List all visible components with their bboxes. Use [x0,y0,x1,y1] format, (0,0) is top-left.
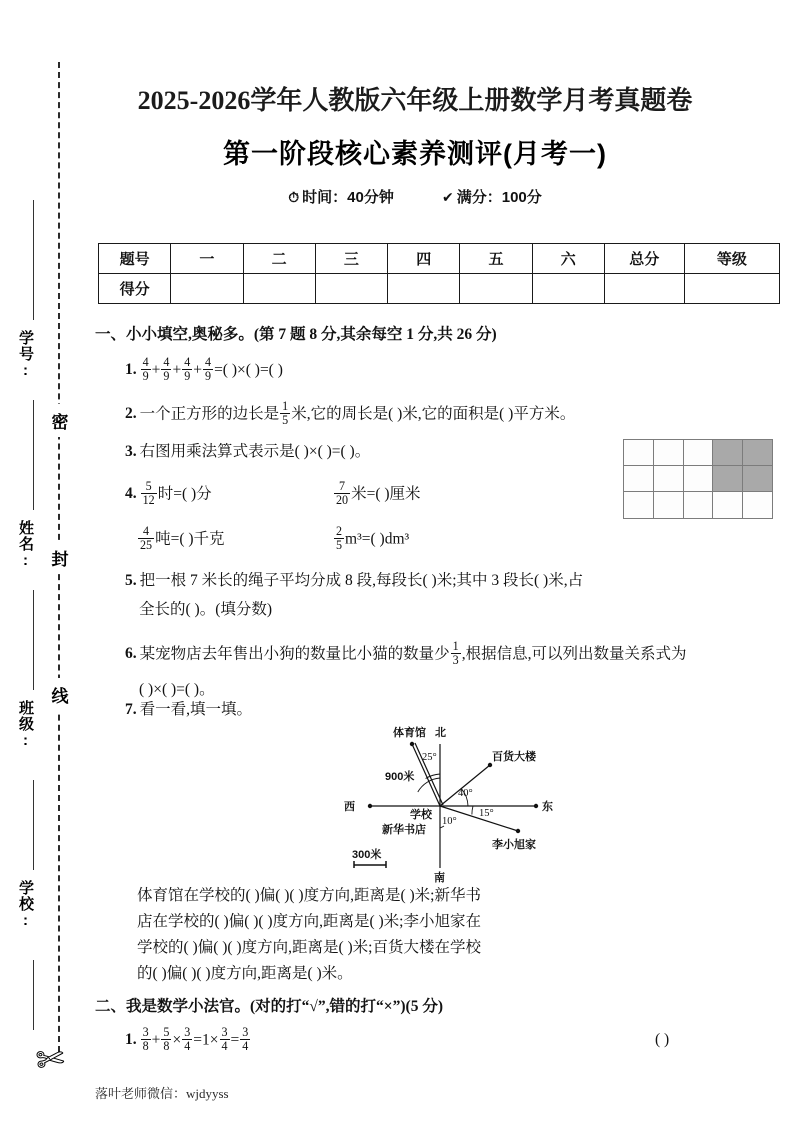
table-row-question-numbers [99,244,780,274]
question-4-item-1[interactable]: 时=( )分 [157,485,212,503]
question-3-text[interactable]: 右图用乘法算式表示是( )×( )=( )。 [139,443,371,460]
question-2 [125,400,575,426]
question-4-item-3[interactable]: 吨=( )千克 [155,530,225,548]
exam-meta-row [95,186,735,207]
fraction-4-9: $\frac{4}{9}$ [205,355,212,383]
fraction-4-9: $\frac{4}{9}$ [184,355,191,383]
label-south: 南 [434,872,445,883]
question-6-number: 6. [125,645,137,663]
field-rule [33,780,34,870]
exam-time-label: 时间：40分钟 [302,189,394,206]
question-5-number: 5. [125,572,137,589]
score-table-col-6: 六 [532,244,604,274]
grid-cell [683,465,714,492]
fraction-4-25: $\frac{4}{25}$ [140,524,153,552]
score-table-col-5: 五 [460,244,532,274]
fraction-5-8: $\frac{5}{8}$ [163,1025,170,1053]
label-gymnasium: 体育馆 [393,727,426,739]
angle-40: 40° [458,788,473,799]
grid-cell [653,465,684,492]
score-cell-4[interactable] [388,274,460,304]
operator-plus: + [151,1031,161,1049]
grid-figure [624,440,772,518]
equals-1: =1× [193,1031,219,1049]
grid-cell-shaded [712,465,743,492]
question-2-number: 2. [125,405,137,423]
operator-times: × [172,1031,182,1049]
seal-char-xian: 线 [48,678,72,711]
field-label-class: 班级: [17,700,34,750]
question-2-text-a: 一个正方形的边长是 [139,405,280,423]
question-1-number: 1. [125,361,137,379]
grid-cell [712,491,743,518]
ray-department-store [440,765,490,806]
clock-icon: ⏱ [288,189,300,205]
seal-margin [0,0,95,1122]
score-cell-2[interactable] [243,274,315,304]
field-label-school: 学校: [17,880,34,930]
point-li-xiaoxu-home [516,829,520,833]
arc-15 [472,806,473,815]
watermark: 落叶老师微信：wjdyyss [95,1086,229,1101]
grid-cell-shaded [712,439,743,466]
fraction-7-20: $\frac{7}{20}$ [336,479,349,507]
question-6-text-a: 某宠物店去年售出小狗的数量比小猫的数量少 [139,645,450,663]
grid-cell [623,465,654,492]
section-2-question-1 [125,1026,251,1052]
exam-score-label: 满分：100分 [456,189,542,206]
fraction-3-4: $\frac{3}{4}$ [184,1025,191,1053]
score-table-col-total: 总分 [604,244,684,274]
field-rule [33,200,34,320]
fraction-3-4: $\frac{3}{4}$ [221,1025,228,1053]
field-rule [33,400,34,510]
seal-char-mi: 密 [48,404,72,437]
score-table-col-4: 四 [388,244,460,274]
section-2-question-1-answer-blank[interactable]: ( ) [655,1031,670,1048]
label-distance-900: 900米 [385,771,415,783]
exam-title: 第一阶段核心素养测评(月考一) [223,139,607,169]
point-west [368,804,372,808]
page-title: 2025-2026学年人教版六年级上册数学月考真题卷 [137,86,693,115]
score-cell-3[interactable] [315,274,387,304]
point-department-store [488,763,492,767]
angle-25: 25° [422,752,437,763]
exam-score-item [442,186,542,207]
section-2-question-1-number: 1. [125,1031,137,1049]
grid-cell [653,491,684,518]
table-row-scores [99,274,780,304]
score-table [98,243,780,304]
question-5-line-1 [125,571,583,591]
label-school: 学校 [410,809,432,821]
direction-bearing-diagram [340,718,610,883]
grid-cell-shaded [742,439,773,466]
question-7-line-3[interactable]: 学校的( )偏( )( )度方向,距离是( )米;百货大楼在学校 [137,939,481,956]
fraction-1-5: $\frac{1}{5}$ [282,399,289,427]
field-label-student-id: 学号: [17,330,34,380]
question-4-item-3-wrap [137,525,225,551]
seal-char-feng: 封 [48,541,72,574]
question-7-line-4[interactable]: 的( )偏( )( )度方向,距离是( )米。 [137,965,353,982]
question-4-item-2[interactable]: 米=( )厘米 [351,485,421,503]
exam-sheet [95,0,793,1122]
question-4-item-2-wrap [333,480,421,506]
question-7-line-2[interactable]: 店在学校的( )偏( )( )度方向,距离是( )米;李小旭家在 [137,913,481,930]
grid-cell [623,439,654,466]
score-table-row-label: 题号 [99,244,171,274]
question-6-text-b: ,根据信息,可以列出数量关系式为 [461,645,687,663]
label-department-store: 百货大楼 [492,751,536,763]
field-rule [33,960,34,1030]
score-cell-6[interactable] [532,274,604,304]
fraction-3-4: $\frac{3}{4}$ [242,1025,249,1053]
score-table-col-2: 二 [243,244,315,274]
question-2-text-b[interactable]: 米,它的周长是( )米,它的面积是( )平方米。 [291,405,576,423]
field-rule [33,590,34,690]
question-1: 1. $\frac{4}{9}$ + $\frac{4}{9}$ + $\frac{4}{9}$ + $\frac{4}{9}$ =( )×( )=( ) [125,355,283,383]
question-6-line-2[interactable]: ( )×( )=( )。 [139,681,215,698]
fraction-4-9: $\frac{4}{9}$ [142,355,149,383]
fraction-3-8: $\frac{3}{8}$ [142,1025,149,1053]
angle-10: 10° [442,816,457,827]
score-table-col-1: 一 [171,244,243,274]
label-west: 西 [344,801,355,813]
section-2-heading: 二、我是数学小法官。(对的打“√”,错的打“×”)(5 分) [95,998,443,1015]
question-7-number: 7. [125,701,137,718]
label-scale: 300米 [352,849,382,861]
score-cell-1[interactable] [171,274,243,304]
question-4-item-4-wrap [333,525,409,551]
question-4-item-4[interactable]: m³=( )dm³ [345,530,410,548]
field-label-name: 姓名: [17,520,34,570]
label-north: 北 [435,727,446,739]
scissors-icon: ✄ [34,1040,67,1081]
question-7-line-1[interactable]: 体育馆在学校的( )偏( )( )度方向,距离是( )米;新华书 [137,887,481,904]
grid-cell-shaded [742,465,773,492]
label-li-xiaoxu-home: 李小旭家 [492,839,536,851]
score-cell-grade[interactable] [684,274,779,304]
grid-cell [742,491,773,518]
angle-15: 15° [479,808,494,819]
grid-cell [683,439,714,466]
label-east: 东 [542,801,553,813]
question-6-line-1 [125,640,686,666]
question-5-text-1[interactable]: 把一根 7 米长的绳子平均分成 8 段,每段长( )米;其中 3 段长( )米,占 [139,572,584,589]
point-east [534,804,538,808]
grid-cell [623,491,654,518]
question-4-number: 4. [125,485,137,503]
fraction-5-12: $\frac{5}{12}$ [142,479,155,507]
label-xinhua-bookstore: 新华书店 [382,824,426,836]
exam-time-item [288,186,394,207]
score-table-col-grade: 等级 [684,244,779,274]
question-3-number: 3. [125,443,137,460]
section-1-heading: 一、小小填空,奥秘多。(第 7 题 8 分,其余每空 1 分,共 26 分) [95,326,497,343]
question-7-prompt-text: 看一看,填一填。 [139,701,253,718]
check-icon: ✔ [442,189,454,205]
point-gymnasium [410,742,414,746]
question-7-prompt [125,700,252,720]
fraction-4-9: $\frac{4}{9}$ [163,355,170,383]
grid-cell [683,491,714,518]
score-table-col-3: 三 [315,244,387,274]
score-table-row-label-score: 得分 [99,274,171,304]
fraction-1-3: $\frac{1}{3}$ [452,639,459,667]
equals-2: = [230,1031,240,1049]
fraction-2-5: $\frac{2}{5}$ [336,524,343,552]
question-1-tail[interactable]: =( )×( )=( ) [214,361,283,379]
question-3 [125,442,370,462]
question-5-line-2[interactable]: 全长的( )。(填分数) [139,601,273,618]
grid-cell [653,439,684,466]
score-cell-5[interactable] [460,274,532,304]
question-4-row-1 [125,480,212,506]
score-cell-total[interactable] [604,274,684,304]
